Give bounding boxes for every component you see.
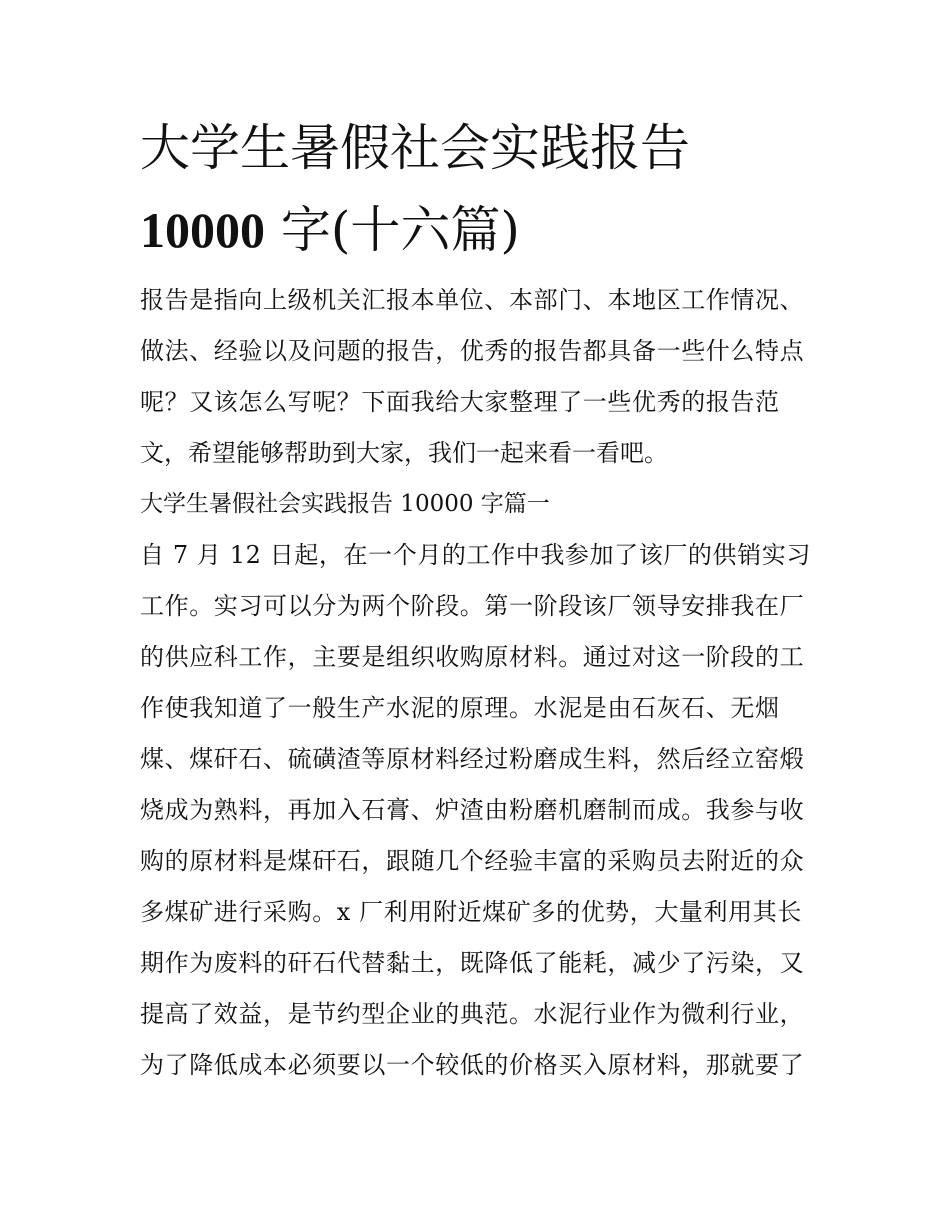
intro-paragraph [140,275,815,479]
intro-line: 做法、经验以及问题的报告，优秀的报告都具备一些什么特点 [140,337,805,365]
body-line: 的供应科工作，主要是组织收购原材料。通过对这一阶段的工 [140,643,805,671]
body-line: 作使我知道了一般生产水泥的原理。水泥是由石灰石、无烟 [140,694,780,722]
section-heading-text: 大学生暑假社会实践报告 10000 字篇一 [140,491,550,517]
title-line-2 [140,200,820,260]
body-paragraph [140,530,815,1091]
body-line: 期作为废料的矸石代替黏土，既降低了能耗，减少了污染，又 [140,949,805,977]
intro-line: 文，希望能够帮助到大家，我们一起来看一看吧。 [140,439,668,467]
document-body [140,275,815,1091]
title-word-count: 10000 [140,202,265,258]
body-line: 为了降低成本必须要以一个较低的价格买入原材料，那就要了 [140,1051,805,1079]
intro-line: 呢？又该怎么写呢？下面我给大家整理了一些优秀的报告范 [140,388,780,416]
body-line: 自 7 月 12 日起，在一个月的工作中我参加了该厂的供销实习 [140,541,811,569]
document-title [140,118,820,260]
body-line: 提高了效益，是节约型企业的典范。水泥行业作为微利行业， [140,1000,805,1028]
body-line: 购的原材料是煤矸石，跟随几个经验丰富的采购员去附近的众 [140,847,805,875]
body-line: 工作。实习可以分为两个阶段。第一阶段该厂领导安排我在厂 [140,592,805,620]
title-line-1: 大学生暑假社会实践报告 [140,119,690,177]
body-line: 烧成为熟料，再加入石膏、炉渣由粉磨机磨制而成。我参与收 [140,796,805,824]
body-line: 煤、煤矸石、硫磺渣等原材料经过粉磨成生料，然后经立窑煅 [140,745,805,773]
intro-line: 报告是指向上级机关汇报本单位、本部门、本地区工作情况、 [140,286,805,314]
body-line: 多煤矿进行采购。x 厂利用附近煤矿多的优势，大量利用其长 [140,898,802,926]
section-heading [140,479,815,530]
title-suffix: 字(十六篇) [265,201,520,259]
